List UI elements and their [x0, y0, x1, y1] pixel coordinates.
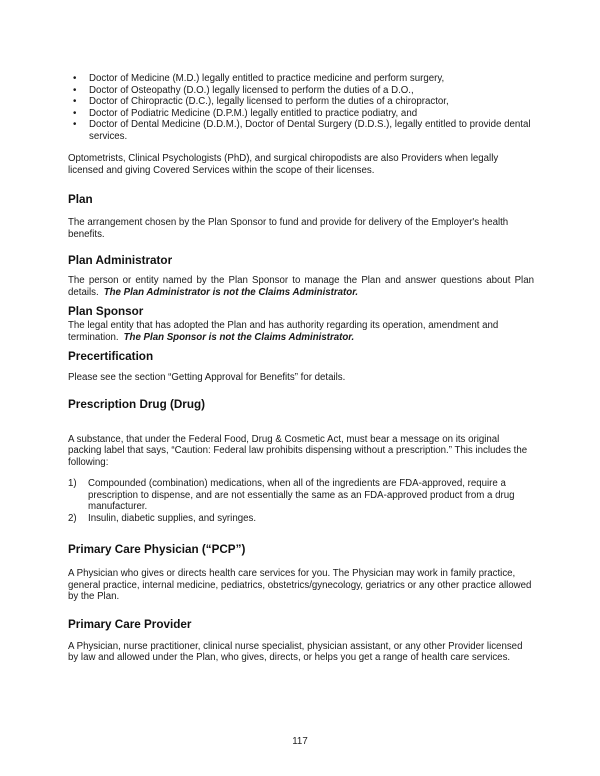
bullet-icon: • [73, 119, 77, 130]
bullet-icon: • [73, 73, 77, 84]
section-heading-primary-care-provider: Primary Care Provider [68, 617, 192, 631]
list-item [68, 108, 534, 120]
bullet-text: Doctor of Podiatric Medicine (D.P.M.) legally entitled to practice podiatry, and [89, 107, 418, 119]
list-item [68, 119, 534, 142]
list-item [68, 478, 534, 513]
section-heading-plan-sponsor: Plan Sponsor [68, 305, 144, 318]
provider-bullet-list [68, 73, 534, 142]
list-item [68, 96, 534, 108]
emphasis-text: The Plan Sponsor is not the Claims Administrator. [123, 331, 355, 343]
list-item-text: Compounded (combination) medications, when all of the ingredients are FDA-approved, require a prescription to dispense, and are not essentially the same as an FDA-approved product from a drug manufacturer. [88, 478, 515, 512]
emphasis-text: The Plan Administrator is not the Claims Administrator. [103, 286, 359, 298]
list-item [68, 513, 534, 525]
section-body-precertification: Please see the section “Getting Approval for Benefits” for details. [68, 372, 346, 383]
section-body-primary-care-physician: A Physician who gives or directs health care services for you. The Physician may work in family practice, general practice, internal medicine, pediatrics, obstetrics/gynecology, geriatrics or any other practice allowed by the Plan. [68, 568, 532, 602]
section-body-prescription-drug: A substance, that under the Federal Food, Drug & Cosmetic Act, must bear a message on its original packing label that says, “Caution: Federal law prohibits dispensing without a prescription.” This includes the following: [68, 433, 528, 468]
bullet-text: Doctor of Medicine (M.D.) legally entitled to practice medicine and perform surgery, [89, 73, 445, 84]
body-text: The person or entity named by the Plan Sponsor to manage the Plan and answer questions about Plan details. [68, 275, 534, 298]
list-item-text: Insulin, diabetic supplies, and syringes. [88, 512, 257, 524]
paragraph-providers-also: Optometrists, Clinical Psychologists (PhD), and surgical chiropodists are also Providers when legally licensed and giving Covered Services within the scope of their licenses. [68, 153, 499, 176]
bullet-icon: • [73, 107, 77, 119]
section-heading-precertification: Precertification [68, 350, 154, 363]
bullet-text: Doctor of Osteopathy (D.O.) legally licensed to perform the duties of a D.O., [89, 84, 414, 96]
section-heading-primary-care-physician: Primary Care Physician (“PCP”) [68, 543, 246, 556]
section-body-plan: The arrangement chosen by the Plan Sponsor to fund and provide for delivery of the Employer's health benefits. [68, 217, 509, 240]
section-heading-plan: Plan [68, 193, 93, 206]
section-body-primary-care-provider: A Physician, nurse practitioner, clinical nurse specialist, physician assistant, or any other Provider licensed by law and allowed under the Plan, who gives, directs, or helps you get a range of health care services. [68, 640, 523, 663]
bullet-icon: • [73, 96, 77, 107]
bullet-text: Doctor of Chiropractic (D.C.), legally licensed to perform the duties of a chiropractor, [89, 96, 449, 107]
section-body-plan-sponsor [68, 320, 534, 343]
section-heading-prescription-drug: Prescription Drug (Drug) [68, 397, 206, 411]
page-number: 117 [292, 736, 308, 747]
list-number: 2) [68, 512, 77, 524]
list-number: 1) [68, 478, 77, 489]
list-item [68, 73, 534, 85]
section-body-plan-administrator [68, 275, 534, 298]
bullet-icon: • [73, 84, 77, 96]
body-text: The legal entity that has adopted the Plan and has authority regarding its operation, amendment and termination. [68, 320, 499, 343]
bullet-text: Doctor of Dental Medicine (D.D.M.), Doctor of Dental Surgery (D.D.S.), legally entitled to provide dental services. [89, 119, 531, 142]
section-heading-plan-administrator: Plan Administrator [68, 254, 173, 267]
list-item [68, 85, 534, 97]
prescription-drug-numbered-list [68, 478, 534, 524]
